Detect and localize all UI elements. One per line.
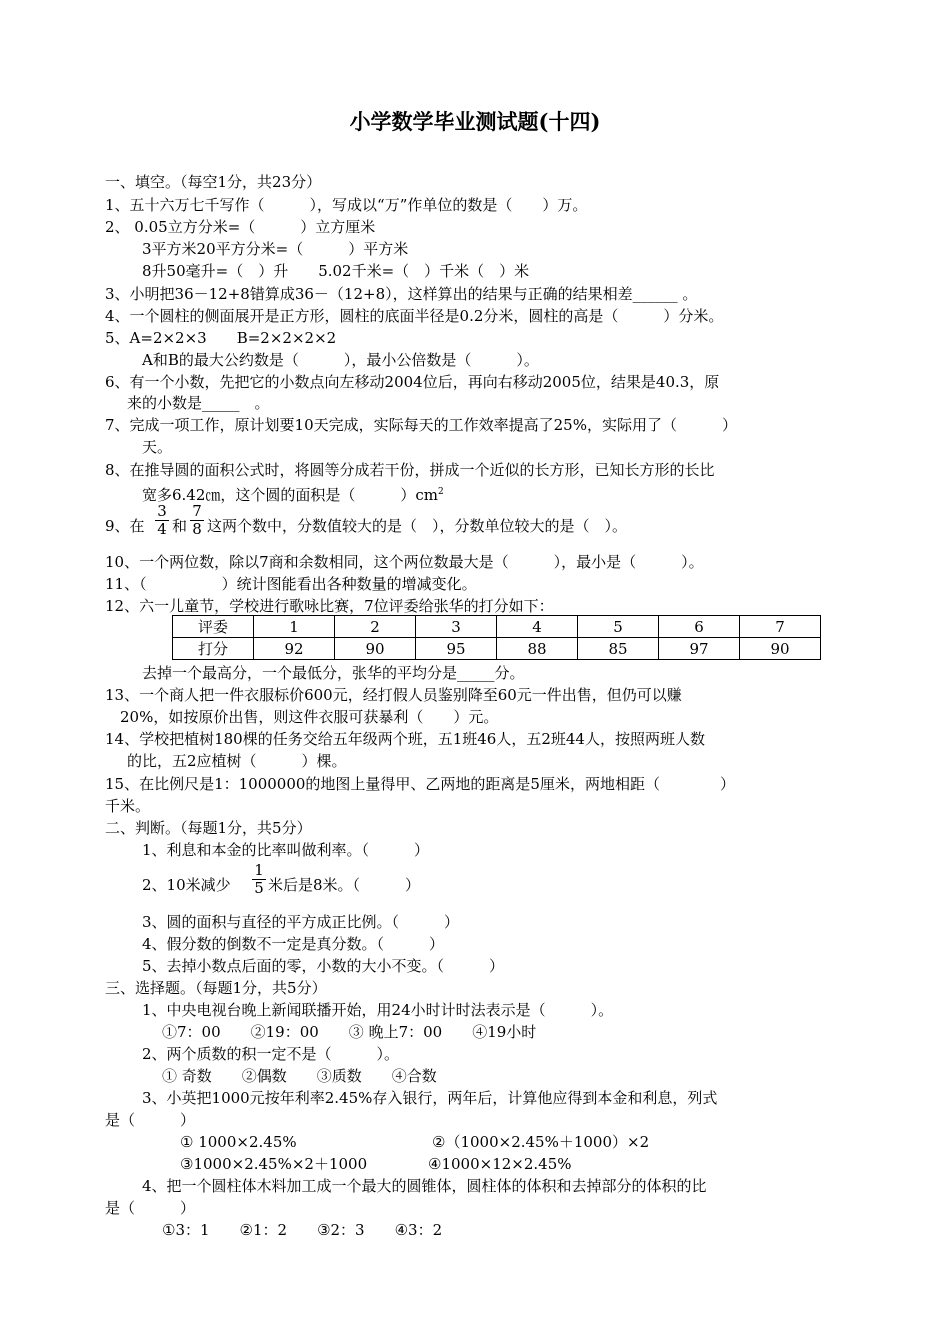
q5a: 5、A=2×2×3 B=2×2×2×2 [105,329,337,347]
q8b [142,482,444,505]
j2-numerator: 1 [252,862,266,880]
section2-heading: 二、判断。（每题1分，共5分） [105,819,312,837]
q11: 11、（ ）统计图能看出各种数量的增减变化。 [105,575,477,593]
q9-fraction-1 [155,503,169,538]
c1: 1、中央电视台晚上新闻联播开始，用24小时计时法表示是（ ）。 [142,1001,614,1019]
table-cell: 6 [659,616,740,638]
table-row [173,638,821,660]
c2: 2、两个质数的积一定不是（ ）。 [142,1045,400,1063]
j4: 4、假分数的倒数不一定是真分数。（ ） [142,935,445,953]
c3-option-2: ②（1000×2.45%＋1000）×2 [432,1133,650,1151]
table-cell: 90 [740,638,821,660]
j2-pre: 2、10米减少 [142,876,231,894]
c4b: 是（ ） [105,1199,196,1217]
q9-and: 和 [172,517,188,535]
q8b-text: 宽多6.42㎝，这个圆的面积是（ ）cm [142,486,439,504]
c3-option-1: ① 1000×2.45% [180,1133,297,1151]
q6a: 6、有一个小数，先把它的小数点向左移动2004位后，再向右移动2005位，结果是40.3，原 [105,373,720,391]
q6b: 来的小数是_____ 。 [127,394,270,412]
j3: 3、圆的面积与直径的平方成正比例。（ ） [142,913,460,931]
table-cell: 7 [740,616,821,638]
q13a: 13、一个商人把一件衣服标价600元，经打假人员鉴别降至60元一件出售，但仍可以赚 [105,686,682,704]
q9-fraction-2 [190,503,204,538]
table-cell: 90 [335,638,416,660]
q3: 3、小明把36－12+8错算成36－（12+8），这样算出的结果与正确的结果相差______ 。 [105,285,698,303]
q12b: 去掉一个最高分，一个最低分，张华的平均分是_____分。 [142,664,525,682]
q14a: 14、学校把植树180棵的任务交给五年级两个班，五1班46人，五2班44人，按照两班人数 [105,730,705,748]
table-cell: 3 [416,616,497,638]
c3-option-3: ③1000×2.45%×2＋1000 [180,1155,368,1173]
q9-pre: 9、在 [105,517,145,535]
c4-options: ①3：1 ②1：2 ③2：3 ④3：2 [162,1221,443,1239]
j1: 1、利息和本金的比率叫做利率。（ ） [142,841,430,859]
table-row [173,616,821,638]
q10: 10、一个两位数，除以7商和余数相同，这个两位数最大是（ ），最小是（ ）。 [105,553,704,571]
q7a: 7、完成一项工作，原计划要10天完成，实际每天的工作效率提高了25%，实际用了（ ） [105,416,737,434]
table-cell: 95 [416,638,497,660]
q8a: 8、在推导圆的面积公式时，将圆等分成若干份，拼成一个近似的长方形，已知长方形的长比 [105,461,715,479]
q2c: 8升50毫升=（ ）升 5.02千米=（ ）千米（ ）米 [142,262,530,280]
c4a: 4、把一个圆柱体木料加工成一个最大的圆锥体，圆柱体的体积和去掉部分的体积的比 [142,1177,707,1195]
table-cell: 4 [497,616,578,638]
q14b: 的比，五2应植树（ ）棵。 [127,752,347,770]
table-cell: 5 [578,616,659,638]
q5b: A和B的最大公约数是（ ），最小公倍数是（ ）。 [142,351,539,369]
j2-fraction [252,862,266,897]
q8b-superscript: 2 [438,487,444,497]
section1-heading: 一、填空。（每空1分，共23分） [105,173,322,191]
q15b: 千米。 [105,797,151,815]
q2a: 2、 0.05立方分米=（ ）立方厘米 [105,218,376,236]
c3a: 3、小英把1000元按年利率2.45%存入银行，两年后，计算他应得到本金和利息，列式 [142,1089,718,1107]
table-header-cell: 打分 [173,638,254,660]
table-cell: 2 [335,616,416,638]
q12: 12、六一儿童节，学校进行歌咏比赛，7位评委给张华的打分如下： [105,597,554,615]
table-cell: 1 [254,616,335,638]
q7b: 天。 [142,438,173,456]
page-title: 小学数学毕业测试题(十四) [349,109,601,134]
q9-f1-numerator: 3 [155,503,169,521]
c2-options: ① 奇数 ②偶数 ③质数 ④合数 [162,1067,437,1085]
c3-option-4: ④1000×12×2.45% [428,1155,572,1173]
q13b: 20%，如按原价出售，则这件衣服可获暴利（ ）元。 [120,708,499,726]
q2b: 3平方米20平方分米=（ ）平方米 [142,240,409,258]
q9-f2-numerator: 7 [190,503,204,521]
j2-post: 米后是8米。（ ） [268,876,421,894]
section3-heading: 三、选择题。（每题1分，共5分） [105,979,327,997]
c1-options: ①7：00 ②19：00 ③ 晚上7：00 ④19小时 [162,1023,537,1041]
j2-denominator: 5 [254,879,264,897]
score-table [172,615,821,660]
table-cell: 97 [659,638,740,660]
table-cell: 85 [578,638,659,660]
table-cell: 88 [497,638,578,660]
q9-f1-denominator: 4 [157,520,167,538]
q1: 1、五十六万七千写作（ ），写成以“万”作单位的数是（ ）万。 [105,196,588,214]
table-cell: 92 [254,638,335,660]
q15a: 15、在比例尺是1：1000000的地图上量得甲、乙两地的距离是5厘米，两地相距（ ） [105,775,735,793]
table-header-cell: 评委 [173,616,254,638]
c3b: 是（ ） [105,1111,196,1129]
q9-f2-denominator: 8 [192,520,202,538]
q4: 4、一个圆柱的侧面展开是正方形，圆柱的底面半径是0.2分米，圆柱的高是（ ）分米。 [105,307,724,325]
q9-post: 这两个数中，分数值较大的是（ ），分数单位较大的是（ ）。 [207,517,628,535]
j5: 5、去掉小数点后面的零，小数的大小不变。（ ） [142,957,505,975]
